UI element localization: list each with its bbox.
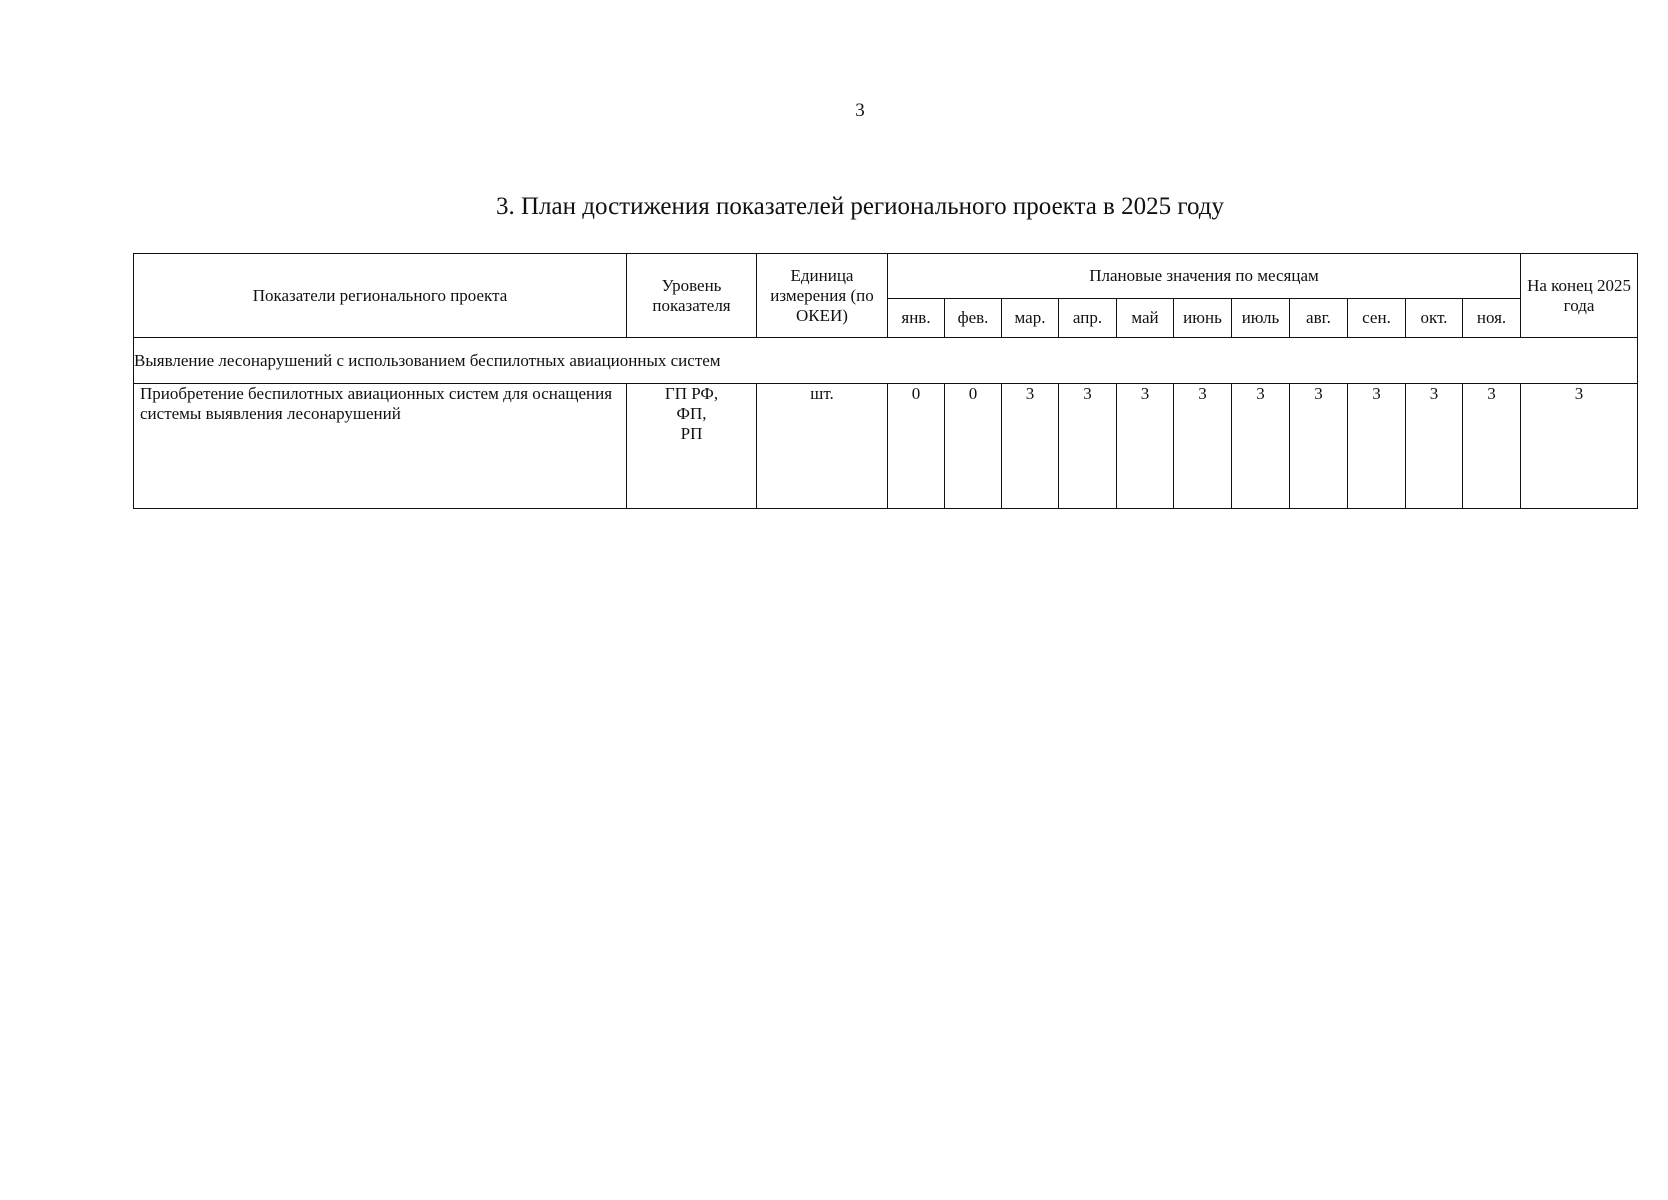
header-month: авг. [1290, 299, 1348, 338]
header-month: мар. [1002, 299, 1059, 338]
group-row [134, 338, 1638, 384]
header-end-of-year: На конец 2025 года [1521, 254, 1638, 338]
header-month: июль [1232, 299, 1290, 338]
month-value: 3 [1059, 384, 1117, 509]
header-monthly-plan: Плановые значения по месяцам [888, 254, 1521, 299]
month-value: 3 [1290, 384, 1348, 509]
end-of-year-value: 3 [1521, 384, 1638, 509]
header-month: май [1117, 299, 1174, 338]
month-value: 3 [1232, 384, 1290, 509]
month-value: 3 [1002, 384, 1059, 509]
table-row [134, 384, 1638, 509]
group-title: Выявление лесонарушений с использованием беспилотных авиационных систем [134, 338, 1638, 384]
header-month: июнь [1174, 299, 1232, 338]
month-value: 3 [1174, 384, 1232, 509]
page-number: 3 [855, 100, 865, 121]
header-level: Уровень показателя [627, 254, 757, 338]
level-line: ГП РФ, [664, 384, 719, 403]
month-value: 0 [945, 384, 1002, 509]
plan-table [133, 253, 1638, 509]
header-unit: Единица измерения (по ОКЕИ) [757, 254, 888, 338]
month-value: 3 [1117, 384, 1174, 509]
level-line: РП [680, 424, 703, 443]
month-value: 3 [1406, 384, 1463, 509]
header-month: фев. [945, 299, 1002, 338]
header-month: сен. [1348, 299, 1406, 338]
indicator-name: Приобретение беспилотных авиационных систем для оснащения системы выявления лесонарушений [134, 384, 627, 509]
header-indicator: Показатели регионального проекта [134, 254, 627, 338]
header-month: апр. [1059, 299, 1117, 338]
header-month: ноя. [1463, 299, 1521, 338]
header-row [134, 254, 1638, 299]
header-month: янв. [888, 299, 945, 338]
month-value: 0 [888, 384, 945, 509]
month-value: 3 [1463, 384, 1521, 509]
month-value: 3 [1348, 384, 1406, 509]
level-line: ФП, [676, 404, 707, 423]
header-month: окт. [1406, 299, 1463, 338]
indicator-level [627, 384, 757, 509]
indicator-unit: шт. [757, 384, 888, 509]
document-title: 3. План достижения показателей регионального проекта в 2025 году [495, 193, 1224, 220]
